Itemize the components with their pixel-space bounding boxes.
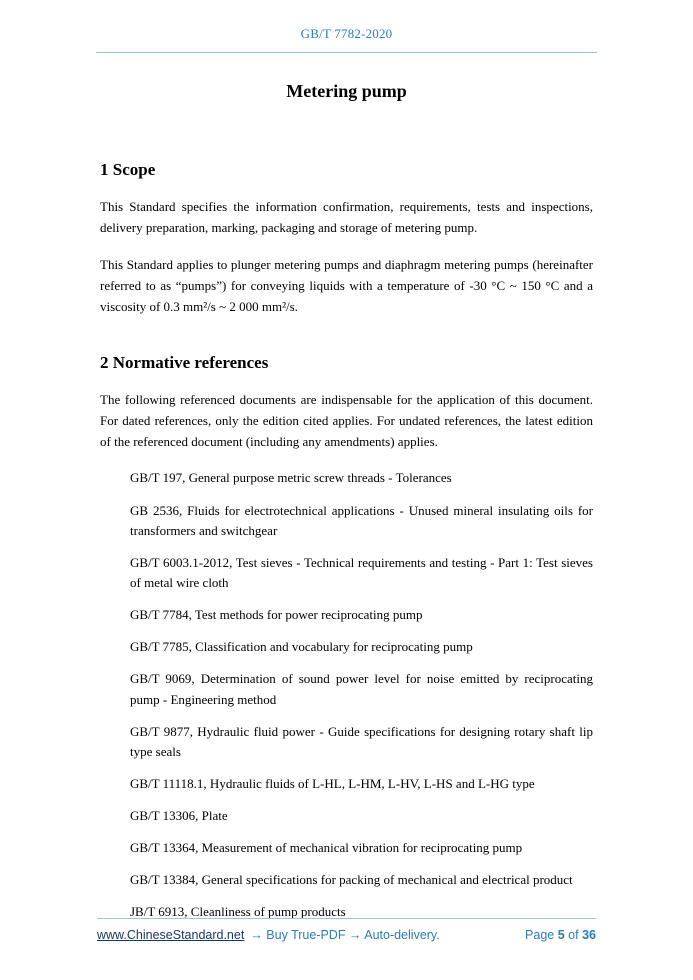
reference-item: GB/T 9069, Determination of sound power level for noise emitted by reciprocating pump - Engineering method [130, 671, 593, 707]
reference-item: GB/T 197, General purpose metric screw threads - Tolerances [130, 470, 452, 486]
page-footer [97, 918, 596, 942]
page-of-label: of [568, 928, 579, 942]
footer-left [97, 928, 440, 942]
page-total: 36 [582, 928, 596, 942]
reference-item: GB/T 11118.1, Hydraulic fluids of L-HL, L-HM, L-HV, L-HS and L-HG type [130, 775, 535, 791]
page-title: Metering pump [286, 81, 407, 101]
footer-website-link[interactable]: www.ChineseStandard.net [97, 928, 245, 942]
reference-item: GB/T 13384, General specifications for packing of mechanical and electrical product [130, 872, 573, 888]
reference-item: GB/T 6003.1-2012, Test sieves - Technical requirements and testing - Part 1: Test sieves of metal wire cloth [130, 554, 593, 590]
footer-rule [97, 918, 596, 919]
reference-item: JB/T 6913, Cleanliness of pump products [130, 904, 346, 920]
reference-list [100, 468, 593, 922]
page-number: 5 [557, 928, 565, 942]
reference-item: GB 2536, Fluids for electrotechnical applications - Unused mineral insulating oils for transformers and switchgear [130, 502, 593, 538]
section-heading-normative-references: 2 Normative references [100, 353, 269, 373]
header-rule [96, 52, 597, 53]
reference-item: GB/T 7785, Classification and vocabulary for reciprocating pump [130, 639, 473, 655]
paragraph: The following referenced documents are indispensable for the application of this document. For dated references, only the edition cited applies. For undated references, the latest edition of the referenced document (including any amendments) applies. [100, 392, 593, 450]
reference-item: GB/T 13306, Plate [130, 808, 228, 824]
page-indicator [525, 928, 596, 942]
reference-item: GB/T 7784, Test methods for power reciprocating pump [130, 607, 423, 623]
section-heading-scope: 1 Scope [100, 160, 156, 179]
footer-tagline: → Buy True-PDF → Auto-delivery. [250, 928, 440, 942]
header-doc-number: GB/T 7782-2020 [300, 26, 393, 41]
paragraph: This Standard applies to plunger metering pumps and diaphragm metering pumps (hereinafter referred to as “pumps”) for conveying liquids with a temperature of -30 °C ~ 150 °C and a viscosity of 0.3 mm²/s ~ 2 000 mm²/s. [100, 257, 593, 315]
reference-item: GB/T 9877, Hydraulic fluid power - Guide specifications for designing rotary shaft lip type seals [130, 723, 593, 759]
page-label: Page [525, 928, 555, 942]
reference-item: GB/T 13364, Measurement of mechanical vibration for reciprocating pump [130, 840, 523, 856]
paragraph: This Standard specifies the information confirmation, requirements, tests and inspections, delivery preparation, marking, packaging and storage of metering pump. [100, 199, 593, 236]
